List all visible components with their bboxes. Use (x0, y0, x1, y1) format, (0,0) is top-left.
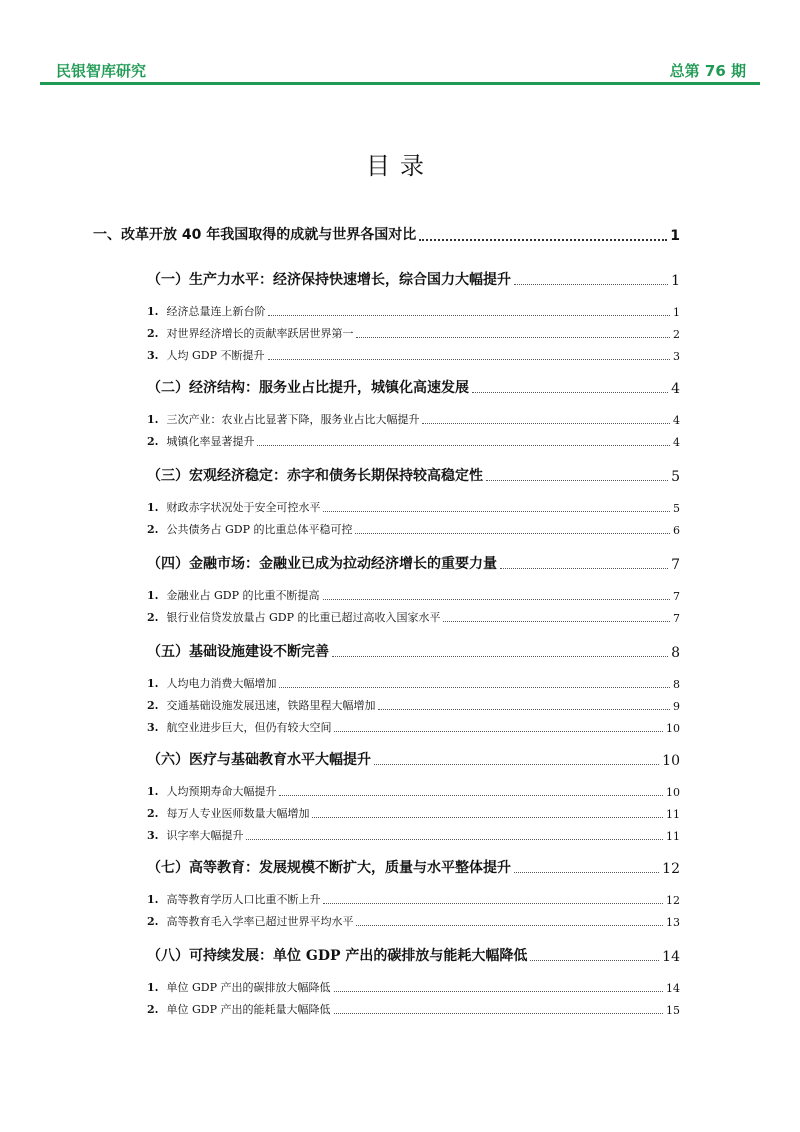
toc-section-page: 1 (671, 273, 680, 289)
toc-subitem-page: 6 (673, 524, 680, 537)
toc-subitem-label: 交通基础设施发展迅速，铁路里程大幅增加 (166, 699, 376, 712)
toc-leader (443, 621, 670, 622)
toc-subitem-page: 4 (673, 436, 680, 449)
toc-subitem-entry[interactable] (147, 1001, 680, 1017)
toc-subitem-number: 1. (147, 981, 159, 994)
toc-subitem-page: 5 (673, 502, 680, 515)
toc-subitem-page: 15 (666, 1004, 680, 1017)
toc-subitem-label: 三次产业：农业占比显著下降，服务业占比大幅提升 (166, 413, 420, 426)
toc-section-label: （三）宏观经济稳定：赤字和债务长期保持较高稳定性 (147, 468, 483, 484)
toc-subitem-label: 高等教育学历人口比重不断上升 (166, 893, 321, 906)
toc-subitem-label: 公共债务占 GDP 的比重总体平稳可控 (166, 523, 353, 536)
toc-subitem-page: 3 (673, 350, 680, 363)
toc-section-page: 7 (671, 557, 680, 573)
toc-section-entry[interactable] (147, 269, 680, 289)
toc-subitem-number: 2. (147, 699, 159, 712)
toc-subitem-number: 1. (147, 501, 159, 514)
toc-subitem-page: 1 (673, 306, 680, 319)
toc-subitem-entry[interactable] (147, 891, 680, 907)
toc-leader (332, 656, 668, 657)
toc-leader (268, 315, 670, 316)
toc-section-label: （八）可持续发展：单位 GDP 产出的碳排放与能耗大幅降低 (147, 948, 528, 964)
toc-subitem-label: 金融业占 GDP 的比重不断提高 (166, 589, 320, 602)
toc-subitem-page: 2 (673, 328, 680, 341)
toc-subitem-page: 12 (666, 894, 680, 907)
toc-subitem-text (147, 891, 320, 907)
toc-subitem-label: 财政赤字状况处于安全可控水平 (166, 501, 321, 514)
toc-subitem-text (147, 411, 419, 427)
toc-subitem-entry[interactable] (147, 827, 680, 843)
toc-subitem-entry[interactable] (147, 783, 680, 799)
toc-leader (312, 817, 663, 818)
toc-leader (356, 925, 663, 926)
toc-section-page: 4 (671, 381, 680, 397)
toc-subitem-text (147, 697, 375, 713)
toc-subitem-entry[interactable] (147, 325, 680, 341)
toc-subitem-page: 10 (666, 722, 680, 735)
page-title: 目录 (366, 152, 434, 180)
toc-subitem-number: 1. (147, 589, 159, 602)
toc-subitem-text (147, 827, 243, 843)
toc-subitem-text (147, 783, 276, 799)
toc-subitem-text (147, 719, 331, 735)
toc-subitem-label: 对世界经济增长的贡献率跃居世界第一 (166, 327, 354, 340)
toc-subitem-entry[interactable] (147, 347, 680, 363)
toc-subitem-page: 7 (673, 612, 680, 625)
toc-leader (334, 731, 663, 732)
toc-subitem-entry[interactable] (147, 433, 680, 449)
toc-leader (378, 709, 670, 710)
toc-subitem-label: 人均电力消费大幅增加 (166, 677, 277, 690)
running-header (40, 56, 760, 84)
toc-leader (323, 599, 671, 600)
toc-subitem-entry[interactable] (147, 587, 680, 603)
toc-subitem-text (147, 521, 352, 537)
toc-section-label: （六）医疗与基础教育水平大幅提升 (147, 752, 371, 768)
toc-leader (279, 687, 670, 688)
toc-subitem-entry[interactable] (147, 913, 680, 929)
toc-subitem-text (147, 675, 276, 691)
toc-subitem-entry[interactable] (147, 411, 680, 427)
toc-subitem-label: 人均 GDP 不断提升 (166, 349, 265, 362)
toc-subitem-page: 13 (666, 916, 680, 929)
toc-leader (323, 903, 663, 904)
toc-subitem-label: 每万人专业医师数量大幅增加 (166, 807, 310, 820)
toc-subitem-page: 9 (673, 700, 680, 713)
toc-section-entry[interactable] (147, 553, 680, 573)
toc-leader (268, 359, 671, 360)
toc-subitem-label: 银行业信贷发放量占 GDP 的比重已超过高收入国家水平 (166, 611, 441, 624)
toc-section-label: （七）高等教育：发展规模不断扩大，质量与水平整体提升 (147, 860, 511, 876)
toc-subitem-number: 1. (147, 305, 159, 318)
toc-subitem-page: 11 (666, 808, 680, 821)
toc-subitem-text (147, 913, 353, 929)
toc-subitem-number: 3. (147, 721, 159, 734)
toc-section-entry[interactable] (147, 749, 680, 769)
toc-subitem-text (147, 805, 309, 821)
toc-subitem-text (147, 1001, 331, 1017)
toc-subitem-number: 2. (147, 523, 159, 536)
toc-subitem-entry[interactable] (147, 805, 680, 821)
toc-main-page: 1 (670, 228, 680, 244)
toc-leader (472, 392, 668, 393)
toc-subitem-number: 1. (147, 893, 159, 906)
toc-leader (422, 423, 670, 424)
toc-subitem-page: 14 (666, 982, 680, 995)
toc-leader (279, 795, 663, 796)
toc-subitem-text (147, 325, 353, 341)
toc-section-page: 14 (662, 949, 680, 965)
toc-subitem-number: 3. (147, 829, 159, 842)
toc-subitem-text (147, 303, 265, 319)
toc-subitem-text (147, 587, 320, 603)
toc-subitem-page: 10 (666, 786, 680, 799)
toc-subitem-number: 2. (147, 915, 159, 928)
toc-subitem-number: 1. (147, 677, 159, 690)
toc-subitem-entry[interactable] (147, 499, 680, 515)
toc-section-entry[interactable] (147, 945, 680, 965)
toc-leader (514, 872, 659, 873)
toc-subitem-page: 7 (673, 590, 680, 603)
toc-subitem-number: 1. (147, 413, 159, 426)
toc-leader (514, 284, 668, 285)
toc-subitem-number: 2. (147, 327, 159, 340)
toc-section-entry[interactable] (147, 641, 680, 661)
toc-subitem-page: 4 (673, 414, 680, 427)
toc-subitem-label: 高等教育毛入学率已超过世界平均水平 (166, 915, 354, 928)
toc-subitem-entry[interactable] (147, 521, 680, 537)
toc-section-label: （二）经济结构：服务业占比提升，城镇化高速发展 (147, 380, 469, 396)
toc-leader (419, 239, 667, 241)
toc-subitem-number: 1. (147, 785, 159, 798)
toc-main-label: 一、改革开放 40 年我国取得的成就与世界各国对比 (93, 227, 417, 243)
toc-leader (500, 568, 668, 569)
toc-leader (246, 839, 663, 840)
toc-leader (334, 991, 664, 992)
toc-subitem-entry[interactable] (147, 719, 680, 735)
toc-subitem-number: 2. (147, 1003, 159, 1016)
toc-subitem-label: 单位 GDP 产出的碳排放大幅降低 (166, 981, 331, 994)
toc-subitem-entry[interactable] (147, 979, 680, 995)
toc-subitem-number: 2. (147, 611, 159, 624)
toc-leader (374, 764, 659, 765)
toc-subitem-text (147, 609, 440, 625)
toc-subitem-page: 8 (673, 678, 680, 691)
toc-section-entry[interactable] (147, 857, 680, 877)
toc-subitem-text (147, 347, 265, 363)
toc-section-label: （一）生产力水平：经济保持快速增长，综合国力大幅提升 (147, 272, 511, 288)
header-issue-number: 总第 76 期 (669, 62, 746, 80)
toc-subitem-entry[interactable] (147, 697, 680, 713)
toc-subitem-number: 2. (147, 435, 159, 448)
toc-subitem-label: 城镇化率显著提升 (166, 435, 255, 448)
toc-subitem-page: 11 (666, 830, 680, 843)
toc-section-label: （四）金融市场：金融业已成为拉动经济增长的重要力量 (147, 556, 497, 572)
toc-subitem-entry[interactable] (147, 609, 680, 625)
toc-leader (356, 337, 670, 338)
toc-main-entry[interactable] (93, 224, 680, 244)
toc-leader (530, 960, 659, 961)
toc-leader (257, 445, 670, 446)
toc-subitem-text (147, 433, 254, 449)
toc-subitem-number: 3. (147, 349, 159, 362)
toc-section-page: 5 (671, 469, 680, 485)
toc-subitem-text (147, 499, 320, 515)
toc-section-page: 10 (662, 753, 680, 769)
toc-section-page: 12 (662, 861, 680, 877)
toc-leader (323, 511, 670, 512)
toc-subitem-label: 人均预期寿命大幅提升 (166, 785, 277, 798)
toc-section-entry[interactable] (147, 465, 680, 485)
toc-section-entry[interactable] (147, 377, 680, 397)
toc-subitem-label: 单位 GDP 产出的能耗量大幅降低 (166, 1003, 331, 1016)
toc-subitem-label: 航空业进步巨大，但仍有较大空间 (166, 721, 332, 734)
toc-section-label: （五）基础设施建设不断完善 (147, 644, 329, 660)
toc-leader (486, 480, 668, 481)
toc-subitem-entry[interactable] (147, 675, 680, 691)
toc-leader (334, 1013, 664, 1014)
toc-subitem-text (147, 979, 331, 995)
toc-section-page: 8 (671, 645, 680, 661)
toc-subitem-label: 识字率大幅提升 (166, 829, 244, 842)
toc-subitem-label: 经济总量连上新台阶 (166, 305, 266, 318)
toc-leader (355, 533, 670, 534)
header-left-title: 民银智库研究 (56, 62, 147, 80)
toc-subitem-entry[interactable] (147, 303, 680, 319)
toc-subitem-number: 2. (147, 807, 159, 820)
header-rule (40, 82, 760, 85)
